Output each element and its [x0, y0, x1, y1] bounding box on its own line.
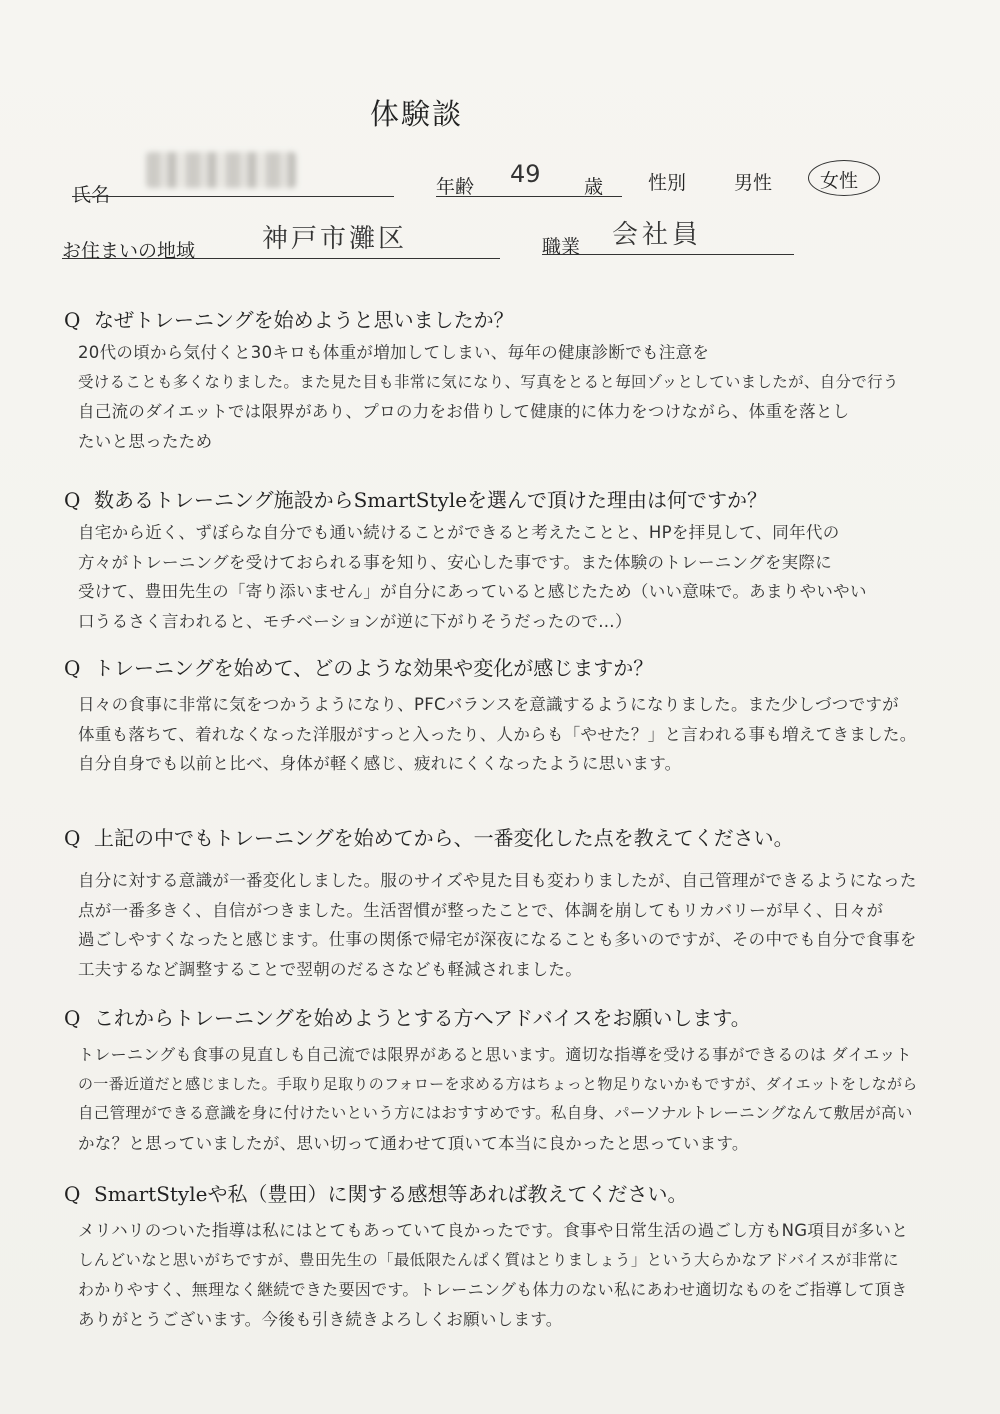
gender-selected-circle [808, 160, 880, 196]
answer-6 [78, 1216, 920, 1334]
answer-line: 工夫するなど調整することで翌朝のだるさなども軽減されました。 [78, 959, 582, 979]
address-underline [62, 258, 500, 259]
answer-line: 20代の頃から気付くと30キロも体重が増加してしまい、毎年の健康診断でも注意を [78, 343, 710, 362]
answer-line: 点が一番多きく、自信がつきました。生活習慣が整ったことで、体調を崩してもリカバリーが早く、日々が [78, 900, 884, 920]
answer-line: 受けて、豊田先生の「寄り添いません」が自分にあっていると感じたため（いい意味で。あまりやいやい [78, 582, 867, 601]
answer-line: 自宅から近く、ずぼらな自分でも通い続けることができると考えたことと、HPを拝見して、同年代の [78, 523, 840, 542]
question-4: Q 上記の中でもトレーニングを始めてから、一番変化した点を教えてください。 [64, 826, 794, 850]
address-value: 神戸市灘区 [262, 224, 408, 254]
page-title: 体験談 [370, 97, 464, 131]
job-label: 職業 [542, 236, 581, 258]
question-1: Q なぜトレーニングを始めようと思いましたか？ [64, 308, 514, 332]
question-6-text: SmartStyleや私（豊田）に関する感想等あれば教えてください。 [94, 1182, 688, 1206]
answer-5 [78, 1040, 920, 1158]
answer-line: 体重も落ちて、着れなくなった洋服がすっと入ったり、人からも「やせた？」と言われる事も増えてきました。 [78, 724, 917, 744]
answer-line: ありがとうございます。今後も引き続きよろしくお願いします。 [78, 1309, 563, 1329]
age-value: 49 [510, 160, 541, 188]
name-underline [72, 196, 394, 197]
answer-line: 自分に対する意識が一番変化しました。服のサイズや見た目も変わりましたが、自己管理ができるようになった [78, 871, 917, 890]
answer-line: たいと思ったため [78, 431, 213, 451]
answer-line: 日々の食事に非常に気をつかうようになり、PFCバランスを意識するようになりました。また少しづつですが [78, 695, 899, 714]
answer-line: かな？と思っていましたが、思い切って通わせて頂いて本当に良かったと思っています。 [78, 1133, 749, 1153]
answer-line: わかりやすく、無理なく継続できた要因です。トレーニングも体力のない私にあわせ適切なものをご指導して頂き [78, 1280, 908, 1299]
job-value: 会社員 [612, 220, 703, 250]
answer-2 [78, 518, 920, 636]
answer-1 [78, 338, 920, 456]
gender-female: 女性 [820, 170, 859, 192]
question-6: Q SmartStyleや私（豊田）に関する感想等あれば教えてください。 [64, 1182, 688, 1206]
question-2: Q 数あるトレーニング施設からSmartStyleを選んで頂けた理由は何ですか？ [64, 488, 768, 512]
answer-line: 口うるさく言われると、モチベーションが逆に下がりそうだったので…） [78, 611, 632, 631]
question-2-text: 数あるトレーニング施設からSmartStyleを選んで頂けた理由は何ですか？ [94, 488, 768, 512]
answer-4 [78, 866, 920, 984]
answer-3 [78, 690, 920, 779]
answer-line: 自己管理ができる意識を身に付けたいという方にはおすすめです。私自身、パーソナルトレーニングなんて敷居が高い [78, 1104, 913, 1122]
answer-line: トレーニングも食事の見直しも自己流では限界があると思います。適切な指導を受ける事ができるのは ダイエット [78, 1045, 912, 1064]
question-3: Q トレーニングを始めて、どのような効果や変化が感じますか？ [64, 656, 654, 680]
job-underline [542, 254, 794, 255]
question-5-text: これからトレーニングを始めようとする方へアドバイスをお願いします。 [94, 1006, 751, 1030]
question-1-text: なぜトレーニングを始めようと思いましたか？ [94, 308, 514, 332]
gender-male: 男性 [734, 172, 773, 194]
question-5: Q これからトレーニングを始めようとする方へアドバイスをお願いします。 [64, 1006, 751, 1030]
answer-line: 自分自身でも以前と比べ、身体が軽く感じ、疲れにくくなったように思います。 [78, 754, 682, 773]
age-label: 年齢 [436, 176, 475, 198]
name-label: 氏名 [72, 184, 111, 206]
answer-line: 過ごしやすくなったと感じます。仕事の関係で帰宅が深夜になることも多いのですが、その中でも自分で食事を [78, 930, 917, 949]
address-label: お住まいの地域 [62, 240, 196, 262]
redacted-name [146, 152, 296, 188]
age-underline [436, 196, 622, 197]
answer-line: メリハリのついた指導は私にはとてもあっていて良かったです。食事や日常生活の過ごし方もNG項目が多いと [78, 1221, 909, 1240]
answer-line: 受けることも多くなりました。また見た目も非常に気になり、写真をとると毎回ゾッとしていましたが、自分で行う [78, 372, 899, 391]
answer-line: しんどいなと思いがちですが、豊田先生の「最低限たんぱく質はとりましょう」という大らかなアドバイスが非常に [78, 1250, 899, 1269]
question-3-text: トレーニングを始めて、どのような効果や変化が感じますか？ [94, 656, 654, 680]
answer-line: 方々がトレーニングを受けておられる事を知り、安心した事です。また体験のトレーニングを実際に [78, 552, 833, 572]
answer-line: 自己流のダイエットでは限界があり、プロの力をお借りして健康的に体力をつけながら、体重を落とし [78, 402, 850, 421]
age-unit: 歳 [584, 176, 604, 198]
question-4-text: 上記の中でもトレーニングを始めてから、一番変化した点を教えてください。 [94, 826, 794, 850]
answer-line: の一番近道だと感じました。手取り足取りのフォローを求める方はちょっと物足りないかもですが、ダイエットをしながら [78, 1074, 918, 1093]
gender-label: 性別 [648, 172, 687, 194]
